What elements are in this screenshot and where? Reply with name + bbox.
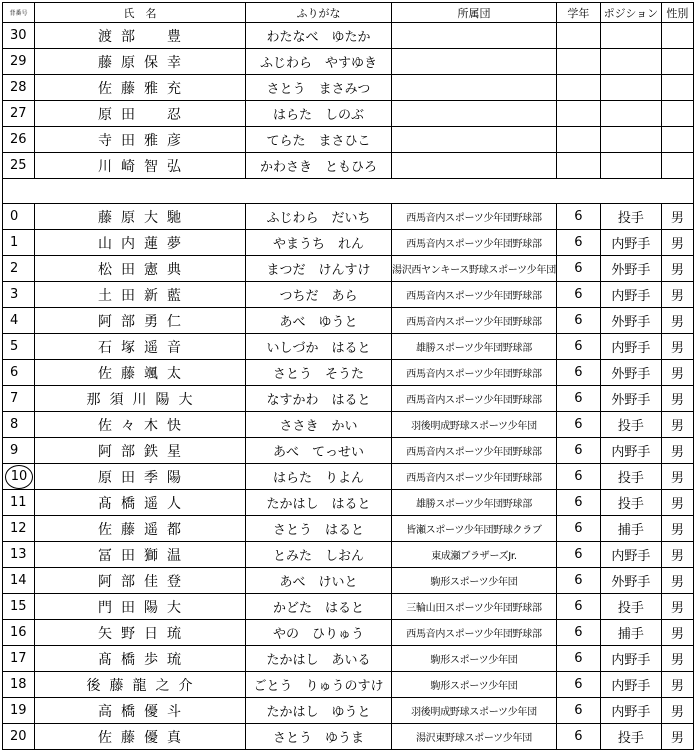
player-gender: 男 — [661, 724, 693, 750]
staff-position-empty — [600, 127, 661, 153]
player-team: 湯沢西ヤンキース野球スポーツ少年団 — [392, 256, 557, 282]
player-number: 16 — [3, 620, 35, 646]
staff-name: 原田 忍 — [35, 101, 246, 127]
player-number: 5 — [3, 334, 35, 360]
player-number: 14 — [3, 568, 35, 594]
staff-position-empty — [600, 49, 661, 75]
staff-name: 川崎智弘 — [35, 153, 246, 179]
player-kana: さとう はると — [246, 516, 392, 542]
player-number: 13 — [3, 542, 35, 568]
staff-grade-empty — [556, 23, 600, 49]
player-position: 捕手 — [600, 516, 661, 542]
staff-kana: ふじわら やすゆき — [246, 49, 392, 75]
blank-cell — [3, 179, 694, 204]
player-kana: やの ひりゅう — [246, 620, 392, 646]
player-row — [3, 594, 694, 620]
player-row — [3, 646, 694, 672]
player-team: 西馬音内スポーツ少年団野球部 — [392, 464, 557, 490]
player-grade: 6 — [556, 386, 600, 412]
player-row — [3, 438, 694, 464]
player-kana: たかはし はると — [246, 490, 392, 516]
staff-grade-empty — [556, 127, 600, 153]
player-team: 湯沢東野球スポーツ少年団 — [392, 724, 557, 750]
staff-number: 25 — [3, 153, 35, 179]
player-team: 三輪山田スポーツ少年団野球部 — [392, 594, 557, 620]
player-team: 駒形スポーツ少年団 — [392, 646, 557, 672]
player-team: 駒形スポーツ少年団 — [392, 568, 557, 594]
staff-team-empty — [392, 23, 557, 49]
player-row — [3, 568, 694, 594]
player-gender: 男 — [661, 438, 693, 464]
player-team: 西馬音内スポーツ少年団野球部 — [392, 360, 557, 386]
player-kana: ふじわら だいち — [246, 204, 392, 230]
player-row — [3, 490, 694, 516]
player-row — [3, 542, 694, 568]
staff-row — [3, 127, 694, 153]
player-rows — [3, 204, 694, 750]
staff-number: 29 — [3, 49, 35, 75]
player-grade: 6 — [556, 438, 600, 464]
player-grade: 6 — [556, 230, 600, 256]
header-team: 所属団 — [392, 3, 557, 23]
player-kana: ささき かい — [246, 412, 392, 438]
staff-team-empty — [392, 49, 557, 75]
header-num: 背番号 — [3, 3, 35, 23]
player-team: 東成瀬ブラザーズJr. — [392, 542, 557, 568]
staff-rows — [3, 23, 694, 179]
player-grade: 6 — [556, 620, 600, 646]
player-kana: なすかわ はると — [246, 386, 392, 412]
player-row — [3, 386, 694, 412]
player-position: 外野手 — [600, 386, 661, 412]
player-number: 18 — [3, 672, 35, 698]
player-name: 山内蓮夢 — [35, 230, 246, 256]
player-name: 阿部勇仁 — [35, 308, 246, 334]
captain-circle: 10 — [5, 465, 33, 489]
player-number: 1 — [3, 230, 35, 256]
staff-name: 渡部 豊 — [35, 23, 246, 49]
staff-number: 26 — [3, 127, 35, 153]
staff-number: 28 — [3, 75, 35, 101]
staff-row — [3, 75, 694, 101]
player-position: 内野手 — [600, 438, 661, 464]
player-position: 投手 — [600, 490, 661, 516]
player-grade: 6 — [556, 282, 600, 308]
player-row — [3, 620, 694, 646]
staff-name: 寺田雅彦 — [35, 127, 246, 153]
player-gender: 男 — [661, 542, 693, 568]
player-grade: 6 — [556, 256, 600, 282]
player-kana: ごとう りゅうのすけ — [246, 672, 392, 698]
staff-name: 藤原保幸 — [35, 49, 246, 75]
player-gender: 男 — [661, 568, 693, 594]
player-name: 那須川陽大 — [35, 386, 246, 412]
player-team: 羽後明成野球スポーツ少年団 — [392, 698, 557, 724]
player-number: 4 — [3, 308, 35, 334]
player-name: 阿部佳登 — [35, 568, 246, 594]
staff-position-empty — [600, 153, 661, 179]
player-gender: 男 — [661, 412, 693, 438]
player-position: 外野手 — [600, 568, 661, 594]
player-position: 内野手 — [600, 698, 661, 724]
player-gender: 男 — [661, 256, 693, 282]
player-kana: かどた はると — [246, 594, 392, 620]
player-gender: 男 — [661, 464, 693, 490]
player-gender: 男 — [661, 490, 693, 516]
player-row — [3, 464, 694, 490]
player-number: 15 — [3, 594, 35, 620]
player-kana: やまうち れん — [246, 230, 392, 256]
staff-gender-empty — [661, 101, 693, 127]
player-team: 西馬音内スポーツ少年団野球部 — [392, 308, 557, 334]
player-team: 西馬音内スポーツ少年団野球部 — [392, 438, 557, 464]
player-kana: あべ てっせい — [246, 438, 392, 464]
player-kana: つちだ あら — [246, 282, 392, 308]
player-team: 西馬音内スポーツ少年団野球部 — [392, 204, 557, 230]
player-row — [3, 672, 694, 698]
player-kana: あべ ゆうと — [246, 308, 392, 334]
player-grade: 6 — [556, 724, 600, 750]
staff-name: 佐藤雅充 — [35, 75, 246, 101]
player-position: 外野手 — [600, 256, 661, 282]
staff-position-empty — [600, 75, 661, 101]
separator — [3, 179, 694, 204]
player-team: 西馬音内スポーツ少年団野球部 — [392, 230, 557, 256]
staff-number: 27 — [3, 101, 35, 127]
staff-team-empty — [392, 75, 557, 101]
player-kana: まつだ けんすけ — [246, 256, 392, 282]
staff-grade-empty — [556, 153, 600, 179]
player-team: 雄勝スポーツ少年団野球部 — [392, 334, 557, 360]
player-gender: 男 — [661, 594, 693, 620]
player-grade: 6 — [556, 464, 600, 490]
player-row — [3, 516, 694, 542]
player-position: 捕手 — [600, 620, 661, 646]
player-kana: はらた りよん — [246, 464, 392, 490]
staff-row — [3, 23, 694, 49]
staff-gender-empty — [661, 49, 693, 75]
player-name: 佐藤優真 — [35, 724, 246, 750]
player-name: 石塚遥音 — [35, 334, 246, 360]
player-team: 西馬音内スポーツ少年団野球部 — [392, 620, 557, 646]
player-gender: 男 — [661, 386, 693, 412]
staff-kana: わたなべ ゆたか — [246, 23, 392, 49]
player-grade: 6 — [556, 204, 600, 230]
player-team: 西馬音内スポーツ少年団野球部 — [392, 386, 557, 412]
player-team: 駒形スポーツ少年団 — [392, 672, 557, 698]
player-number: 12 — [3, 516, 35, 542]
header-row — [3, 3, 694, 23]
staff-kana: かわさき ともひろ — [246, 153, 392, 179]
player-number: 19 — [3, 698, 35, 724]
player-team: 皆瀬スポーツ少年団野球クラブ — [392, 516, 557, 542]
player-kana: さとう ゆうま — [246, 724, 392, 750]
staff-row — [3, 153, 694, 179]
player-kana: あべ けいと — [246, 568, 392, 594]
player-number: 3 — [3, 282, 35, 308]
player-number: 11 — [3, 490, 35, 516]
player-team: 西馬音内スポーツ少年団野球部 — [392, 282, 557, 308]
player-gender: 男 — [661, 360, 693, 386]
player-position: 投手 — [600, 724, 661, 750]
player-position: 内野手 — [600, 334, 661, 360]
player-grade: 6 — [556, 672, 600, 698]
player-name: 髙橋遥人 — [35, 490, 246, 516]
player-position: 投手 — [600, 594, 661, 620]
staff-team-empty — [392, 101, 557, 127]
player-row — [3, 308, 694, 334]
player-gender: 男 — [661, 516, 693, 542]
player-gender: 男 — [661, 308, 693, 334]
staff-kana: さとう まさみつ — [246, 75, 392, 101]
staff-row — [3, 101, 694, 127]
player-position: 内野手 — [600, 282, 661, 308]
player-grade: 6 — [556, 542, 600, 568]
staff-position-empty — [600, 101, 661, 127]
player-number — [3, 464, 35, 490]
staff-number: 30 — [3, 23, 35, 49]
player-team: 羽後明成野球スポーツ少年団 — [392, 412, 557, 438]
header-grade: 学年 — [556, 3, 600, 23]
player-number: 9 — [3, 438, 35, 464]
player-position: 投手 — [600, 204, 661, 230]
player-position: 内野手 — [600, 230, 661, 256]
player-kana: たかはし ゆうと — [246, 698, 392, 724]
player-kana: さとう そうた — [246, 360, 392, 386]
player-kana: とみた しおん — [246, 542, 392, 568]
staff-gender-empty — [661, 23, 693, 49]
staff-position-empty — [600, 23, 661, 49]
player-name: 原田季陽 — [35, 464, 246, 490]
player-number: 7 — [3, 386, 35, 412]
player-position: 外野手 — [600, 308, 661, 334]
player-grade: 6 — [556, 490, 600, 516]
player-grade: 6 — [556, 698, 600, 724]
player-row — [3, 360, 694, 386]
player-number: 0 — [3, 204, 35, 230]
player-row — [3, 230, 694, 256]
player-number: 17 — [3, 646, 35, 672]
player-row — [3, 412, 694, 438]
staff-team-empty — [392, 153, 557, 179]
player-team: 雄勝スポーツ少年団野球部 — [392, 490, 557, 516]
player-name: 松田憲典 — [35, 256, 246, 282]
blank-row — [3, 179, 694, 204]
header-gender: 性別 — [661, 3, 693, 23]
player-name: 後藤龍之介 — [35, 672, 246, 698]
staff-team-empty — [392, 127, 557, 153]
header-kana: ふりがな — [246, 3, 392, 23]
player-gender: 男 — [661, 698, 693, 724]
staff-kana: てらた まさひこ — [246, 127, 392, 153]
player-number: 6 — [3, 360, 35, 386]
staff-row — [3, 49, 694, 75]
player-name: 佐藤遥都 — [35, 516, 246, 542]
player-row — [3, 334, 694, 360]
player-gender: 男 — [661, 672, 693, 698]
player-position: 内野手 — [600, 672, 661, 698]
player-row — [3, 698, 694, 724]
player-gender: 男 — [661, 334, 693, 360]
staff-gender-empty — [661, 127, 693, 153]
player-position: 投手 — [600, 464, 661, 490]
roster-table — [2, 2, 694, 750]
player-row — [3, 282, 694, 308]
player-kana: いしづか はると — [246, 334, 392, 360]
staff-kana: はらた しのぶ — [246, 101, 392, 127]
player-name: 佐々木快 — [35, 412, 246, 438]
staff-grade-empty — [556, 49, 600, 75]
player-grade: 6 — [556, 308, 600, 334]
player-kana: たかはし あいる — [246, 646, 392, 672]
player-name: 土田新藍 — [35, 282, 246, 308]
player-position: 外野手 — [600, 360, 661, 386]
player-name: 高橋優斗 — [35, 698, 246, 724]
player-grade: 6 — [556, 594, 600, 620]
player-position: 投手 — [600, 412, 661, 438]
player-name: 佐藤颯太 — [35, 360, 246, 386]
player-name: 冨田獅温 — [35, 542, 246, 568]
player-row — [3, 204, 694, 230]
player-gender: 男 — [661, 620, 693, 646]
player-grade: 6 — [556, 334, 600, 360]
player-gender: 男 — [661, 230, 693, 256]
player-gender: 男 — [661, 646, 693, 672]
player-row — [3, 256, 694, 282]
staff-gender-empty — [661, 153, 693, 179]
player-grade: 6 — [556, 646, 600, 672]
player-row — [3, 724, 694, 750]
player-name: 門田陽大 — [35, 594, 246, 620]
player-grade: 6 — [556, 516, 600, 542]
player-position: 内野手 — [600, 542, 661, 568]
staff-gender-empty — [661, 75, 693, 101]
player-number: 20 — [3, 724, 35, 750]
player-position: 内野手 — [600, 646, 661, 672]
staff-grade-empty — [556, 75, 600, 101]
player-gender: 男 — [661, 204, 693, 230]
player-grade: 6 — [556, 568, 600, 594]
player-grade: 6 — [556, 360, 600, 386]
player-gender: 男 — [661, 282, 693, 308]
player-name: 阿部鉄星 — [35, 438, 246, 464]
player-name: 矢野日琉 — [35, 620, 246, 646]
player-number: 8 — [3, 412, 35, 438]
staff-grade-empty — [556, 101, 600, 127]
player-name: 髙橋歩琉 — [35, 646, 246, 672]
player-grade: 6 — [556, 412, 600, 438]
player-number: 2 — [3, 256, 35, 282]
header-position: ポジション — [600, 3, 661, 23]
header-name: 氏 名 — [35, 3, 246, 23]
player-name: 藤原大馳 — [35, 204, 246, 230]
